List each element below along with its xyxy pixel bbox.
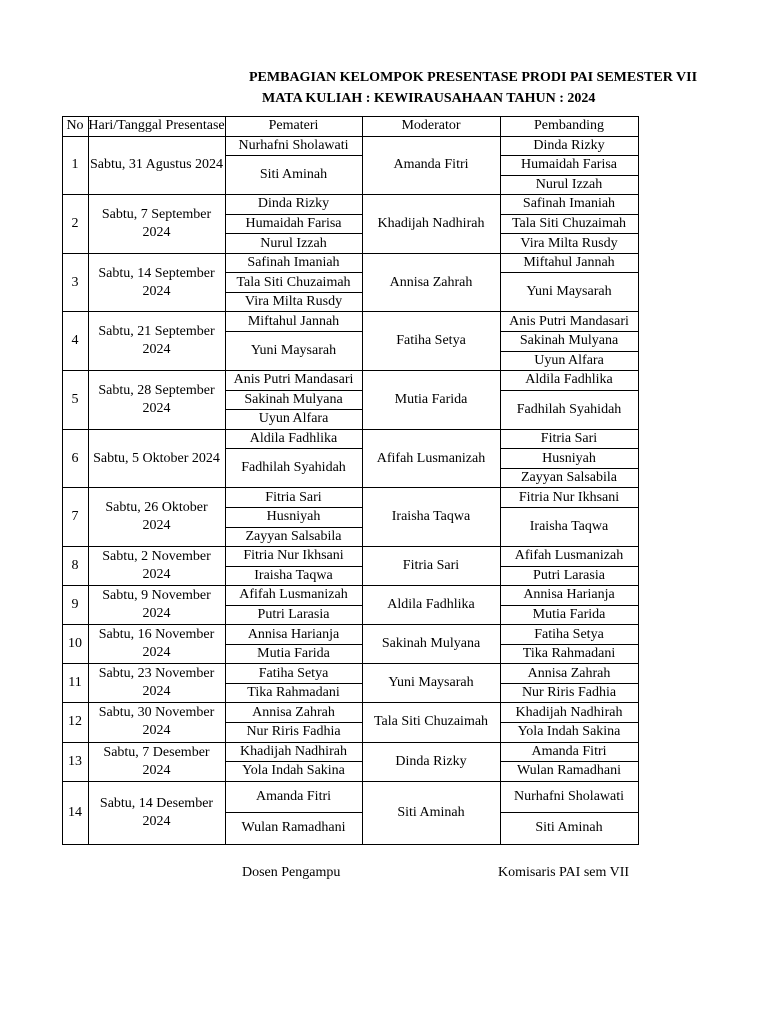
presenter-name: Fitria Sari <box>265 489 322 505</box>
date-column-header: Hari/Tanggal Presentase <box>88 118 225 133</box>
discussant-name: Tika Rahmadani <box>522 646 616 662</box>
no-column-header: No <box>66 118 84 133</box>
presenter-name: Nurhafni Sholawati <box>238 137 349 153</box>
discussant-name: Fatiha Setya <box>534 626 604 642</box>
presenter-name: Safinah Imaniah <box>247 255 340 271</box>
presentation-date: Sabtu, 23 November 2024 <box>98 666 215 700</box>
moderator-column-header: Moderator <box>401 118 461 133</box>
presentation-date: Sabtu, 7 September 2024 <box>101 206 212 240</box>
presentation-date: Sabtu, 5 Oktober 2024 <box>93 450 220 466</box>
moderator-name: Fatiha Setya <box>396 333 466 349</box>
presenter-name: Miftahul Jannah <box>247 313 340 329</box>
row-number: 3 <box>71 274 79 290</box>
presentation-date: Sabtu, 31 Agustus 2024 <box>90 157 224 173</box>
discussant-name: Nur Riris Fadhia <box>521 685 617 701</box>
presenter-name: Zayyan Salsabila <box>245 528 342 544</box>
discussant-name: Fadhilah Syahidah <box>516 401 622 417</box>
presenter-name: Vira Milta Rusdy <box>244 294 343 310</box>
discussant-name: Yola Indah Sakina <box>517 724 621 740</box>
row-number: 11 <box>68 675 82 691</box>
moderator-name: Tala Siti Chuzaimah <box>373 714 489 730</box>
discussant-name: Fitria Nur Ikhsani <box>518 489 620 505</box>
discussant-name: Fitria Sari <box>540 431 598 447</box>
presenter-name: Aldila Fadhlika <box>249 431 338 447</box>
moderator-name: Mutia Farida <box>394 391 468 407</box>
presenter-name: Fitria Nur Ikhsani <box>243 548 344 564</box>
footer-lecturer-label: Dosen Pengampu <box>242 865 341 880</box>
moderator-name: Siti Aminah <box>397 804 465 820</box>
moderator-name: Aldila Fadhlika <box>387 597 475 613</box>
discussant-name: Nurul Izzah <box>535 176 603 192</box>
row-number: 4 <box>71 333 79 349</box>
presentation-date: Sabtu, 14 Desember 2024 <box>99 795 214 829</box>
presenter-name: Nur Riris Fadhia <box>246 724 341 740</box>
discussant-name: Nurhafni Sholawati <box>513 788 625 804</box>
presenter-name: Amanda Fitri <box>255 788 332 804</box>
discussant-name: Annisa Zahrah <box>527 665 611 681</box>
presenter-name: Afifah Lusmanizah <box>239 587 348 603</box>
presentation-date: Sabtu, 7 Desember 2024 <box>103 744 210 778</box>
moderator-name: Afifah Lusmanizah <box>376 450 486 466</box>
grid-line <box>500 116 501 844</box>
moderator-name: Khadijah Nadhirah <box>377 215 485 231</box>
row-number: 12 <box>68 714 82 730</box>
moderator-name: Iraisha Taqwa <box>391 509 471 525</box>
presentation-date: Sabtu, 21 September 2024 <box>98 324 215 358</box>
presenter-name: Husniyah <box>266 509 321 525</box>
presentation-date: Sabtu, 9 November 2024 <box>102 588 211 622</box>
document-title: PEMBAGIAN KELOMPOK PRESENTASE PRODI PAI SEMESTER VII <box>249 70 698 85</box>
presenter-name: Sakinah Mulyana <box>244 391 343 407</box>
moderator-name: Dinda Rizky <box>395 753 467 769</box>
row-number: 10 <box>68 636 82 652</box>
discussant-name: Dinda Rizky <box>533 137 605 153</box>
presentation-date: Sabtu, 30 November 2024 <box>98 705 215 739</box>
footer-commissioner-label: Komisaris PAI sem VII <box>498 865 630 880</box>
presenter-name: Putri Larasia <box>257 606 330 622</box>
discussant-name: Khadijah Nadhirah <box>515 704 623 720</box>
discussant-name: Husniyah <box>542 450 596 466</box>
discussant-name: Zayyan Salsabila <box>520 470 618 486</box>
presenter-name: Siti Aminah <box>259 167 328 183</box>
presentation-date: Sabtu, 16 November 2024 <box>98 627 215 661</box>
discussant-name: Uyun Alfara <box>534 352 604 368</box>
grid-line <box>362 116 363 844</box>
presenter-name: Nurul Izzah <box>260 235 327 251</box>
document-subtitle: MATA KULIAH : KEWIRAUSAHAAN TAHUN : 2024 <box>262 91 596 106</box>
presenter-name: Yola Indah Sakina <box>242 763 345 779</box>
row-number: 6 <box>71 450 79 466</box>
grid-line <box>62 116 63 844</box>
presenter-name: Khadijah Nadhirah <box>240 743 347 759</box>
moderator-name: Fitria Sari <box>402 558 460 574</box>
discussant-name: Safinah Imaniah <box>522 196 616 212</box>
presenter-name: Tika Rahmadani <box>247 685 340 701</box>
presenter-name: Mutia Farida <box>257 646 330 662</box>
presentation-date: Sabtu, 28 September 2024 <box>98 382 215 416</box>
row-number: 2 <box>71 215 79 231</box>
presenter-name: Iraisha Taqwa <box>254 567 333 583</box>
discussant-name: Afifah Lusmanizah <box>514 548 624 564</box>
discussant-name: Amanda Fitri <box>531 743 607 759</box>
discussant-name: Miftahul Jannah <box>523 255 615 271</box>
discussant-name: Humaidah Farisa <box>520 157 618 173</box>
presenter-name: Dinda Rizky <box>257 196 330 212</box>
moderator-name: Yuni Maysarah <box>388 675 474 691</box>
grid-line <box>88 116 89 844</box>
discussant-name: Mutia Farida <box>532 606 606 622</box>
row-number: 13 <box>68 753 82 769</box>
presenter-name: Tala Siti Chuzaimah <box>236 274 351 290</box>
discussant-name: Wulan Ramadhani <box>516 763 621 779</box>
discussant-name: Sakinah Mulyana <box>519 333 619 349</box>
row-number: 5 <box>71 391 79 407</box>
presenter-name: Wulan Ramadhani <box>241 820 346 836</box>
grid-line <box>62 844 639 845</box>
presenter-name: Fadhilah Syahidah <box>241 460 346 476</box>
discussant-name: Annisa Harianja <box>523 587 615 603</box>
discussant-name: Yuni Maysarah <box>526 284 612 300</box>
discussant-name: Vira Milta Rusdy <box>520 235 618 251</box>
row-number: 1 <box>71 157 79 173</box>
presenter-name: Annisa Zahrah <box>252 704 335 720</box>
presentation-date: Sabtu, 14 September 2024 <box>98 265 215 299</box>
discussant-name: Iraisha Taqwa <box>529 518 609 534</box>
presentation-date: Sabtu, 2 November 2024 <box>102 549 211 583</box>
row-number: 9 <box>71 597 79 613</box>
presenter-name: Fatiha Setya <box>258 665 329 681</box>
grid-line <box>225 116 226 844</box>
presenter-name: Humaidah Farisa <box>245 215 342 231</box>
presenter-name: Anis Putri Mandasari <box>233 372 354 388</box>
discussant-name: Tala Siti Chuzaimah <box>511 215 627 231</box>
presentation-date: Sabtu, 26 Oktober 2024 <box>105 500 208 534</box>
discussant-name: Putri Larasia <box>533 567 605 583</box>
discussant-name: Anis Putri Mandasari <box>509 313 629 329</box>
discussant-name: Siti Aminah <box>535 820 603 836</box>
presenter-column-header: Pemateri <box>268 118 319 133</box>
presentation-schedule-table <box>62 116 638 844</box>
presenter-name: Uyun Alfara <box>258 411 329 427</box>
grid-line <box>638 116 639 844</box>
presenter-name: Annisa Harianja <box>247 626 340 642</box>
presenter-name: Yuni Maysarah <box>250 343 337 359</box>
row-number: 8 <box>71 558 79 574</box>
moderator-name: Annisa Zahrah <box>389 274 473 290</box>
discussant-column-header: Pembanding <box>534 118 604 133</box>
row-number: 7 <box>71 509 79 525</box>
discussant-name: Aldila Fadhlika <box>525 372 613 388</box>
grid-line <box>62 116 639 117</box>
moderator-name: Amanda Fitri <box>393 157 469 173</box>
moderator-name: Sakinah Mulyana <box>381 636 481 652</box>
row-number: 14 <box>68 804 82 820</box>
